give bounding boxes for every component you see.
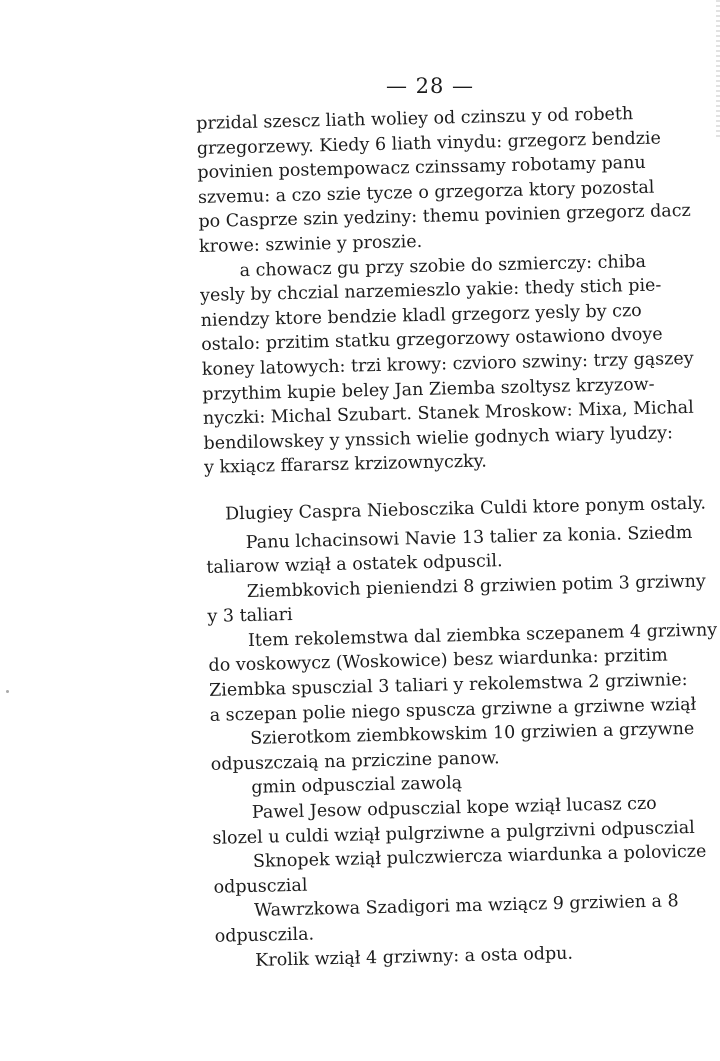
text-line: szvemu: a czo szie tycze o grzegorza ktory pozostal xyxy=(197,177,655,208)
text-line: Pawel Jesow odpusczial kope wziął lucasz czo xyxy=(251,793,657,823)
text-line: Krolik wziął 4 grziwny: a osta odpu. xyxy=(255,943,574,971)
text-line: krowe: szwinie y proszie. xyxy=(198,231,423,257)
text-line: gmin odpusczial zawolą xyxy=(251,773,463,799)
text-line: Sknopek wziął pulczwiercza wiardunka a polovicze xyxy=(252,841,707,873)
text-line: odpuszczaią na prziczine panow. xyxy=(210,748,500,775)
text-line: niendzy ktore bendzie kladl grzegorz yesly by czo xyxy=(200,300,642,331)
body-text xyxy=(196,98,720,974)
text-line: taliarow wziął a ostatek odpuscil. xyxy=(206,551,503,578)
text-line: Ziembka spusczial 3 taliari y rekolemstwa 2 grziwnie: xyxy=(208,670,688,701)
text-line: slozel u culdi wziął pulgrziwne a pulgrzivni odpusczial xyxy=(212,817,696,849)
text-line: yesly by chczial narzemieszlo yakie: thedy stich pie- xyxy=(199,275,662,307)
text-line: Item rekolemstwa dal ziembka sczepanem 4 grziwny xyxy=(247,620,718,651)
text-line: Ziembkovich pieniendzi 8 grziwien potim 3 grziwny xyxy=(246,571,707,602)
text-line: bendilowskey y ynssich wielie godnych wiary lyudzy: xyxy=(203,422,674,454)
margin-speck xyxy=(6,690,9,693)
text-line: y kxiącz ffararsz krzizownyczky. xyxy=(203,451,488,479)
text-line: koney latowych: trzi krowy: czvioro szwiny: trzy gąszey xyxy=(201,348,694,380)
scan-edge-artifact xyxy=(716,0,720,140)
text-line: a sczepan polie niego spuscza grziwne a grziwne wziął xyxy=(209,694,697,726)
text-line: povinien postempowacz czinssamy robotamy panu xyxy=(197,153,646,184)
text-line: do voskowycz (Woskowice) besz wiardunka: przitim xyxy=(208,645,668,677)
section-heading: Dlugiey Caspra Niebosczika Culdi ktore ponym ostaly. xyxy=(224,493,707,525)
text-line: a chowacz gu przy szobie do szmierczy: chiba xyxy=(239,251,647,281)
page-number: — 28 — xyxy=(385,74,475,98)
text-line: ostalo: przitim statku grzegorzowy ostawiono dvoye xyxy=(201,324,663,356)
text-line: y 3 taliari xyxy=(207,605,293,628)
text-line: przythim kupie beley Jan Ziemba szoltysz krzyzow- xyxy=(202,374,655,405)
text-line: odpusczial xyxy=(213,875,308,898)
text-line: grzegorzewy. Kiedy 6 liath vinydu: grzegorz bendzie xyxy=(196,128,662,159)
text-line: Szierotkom ziembkowskim 10 grziwien a grzywne xyxy=(250,719,695,750)
text-line: nyczki: Michal Szubart. Stanek Mroskow: Mixa, Michal xyxy=(202,397,694,430)
text-line: po Casprze szin yedziny: themu povinien grzegorz dacz xyxy=(198,201,691,233)
text-line: odpusczila. xyxy=(214,924,315,947)
text-line: Panu lchacinsowi Navie 13 talier za konia. Sziedm xyxy=(245,522,693,553)
text-line: Wawrzkowa Szadigori ma wziącz 9 grziwien a 8 xyxy=(253,891,679,922)
text-line: przidal szescz liath woliey od czinszu y od robeth xyxy=(196,104,634,134)
